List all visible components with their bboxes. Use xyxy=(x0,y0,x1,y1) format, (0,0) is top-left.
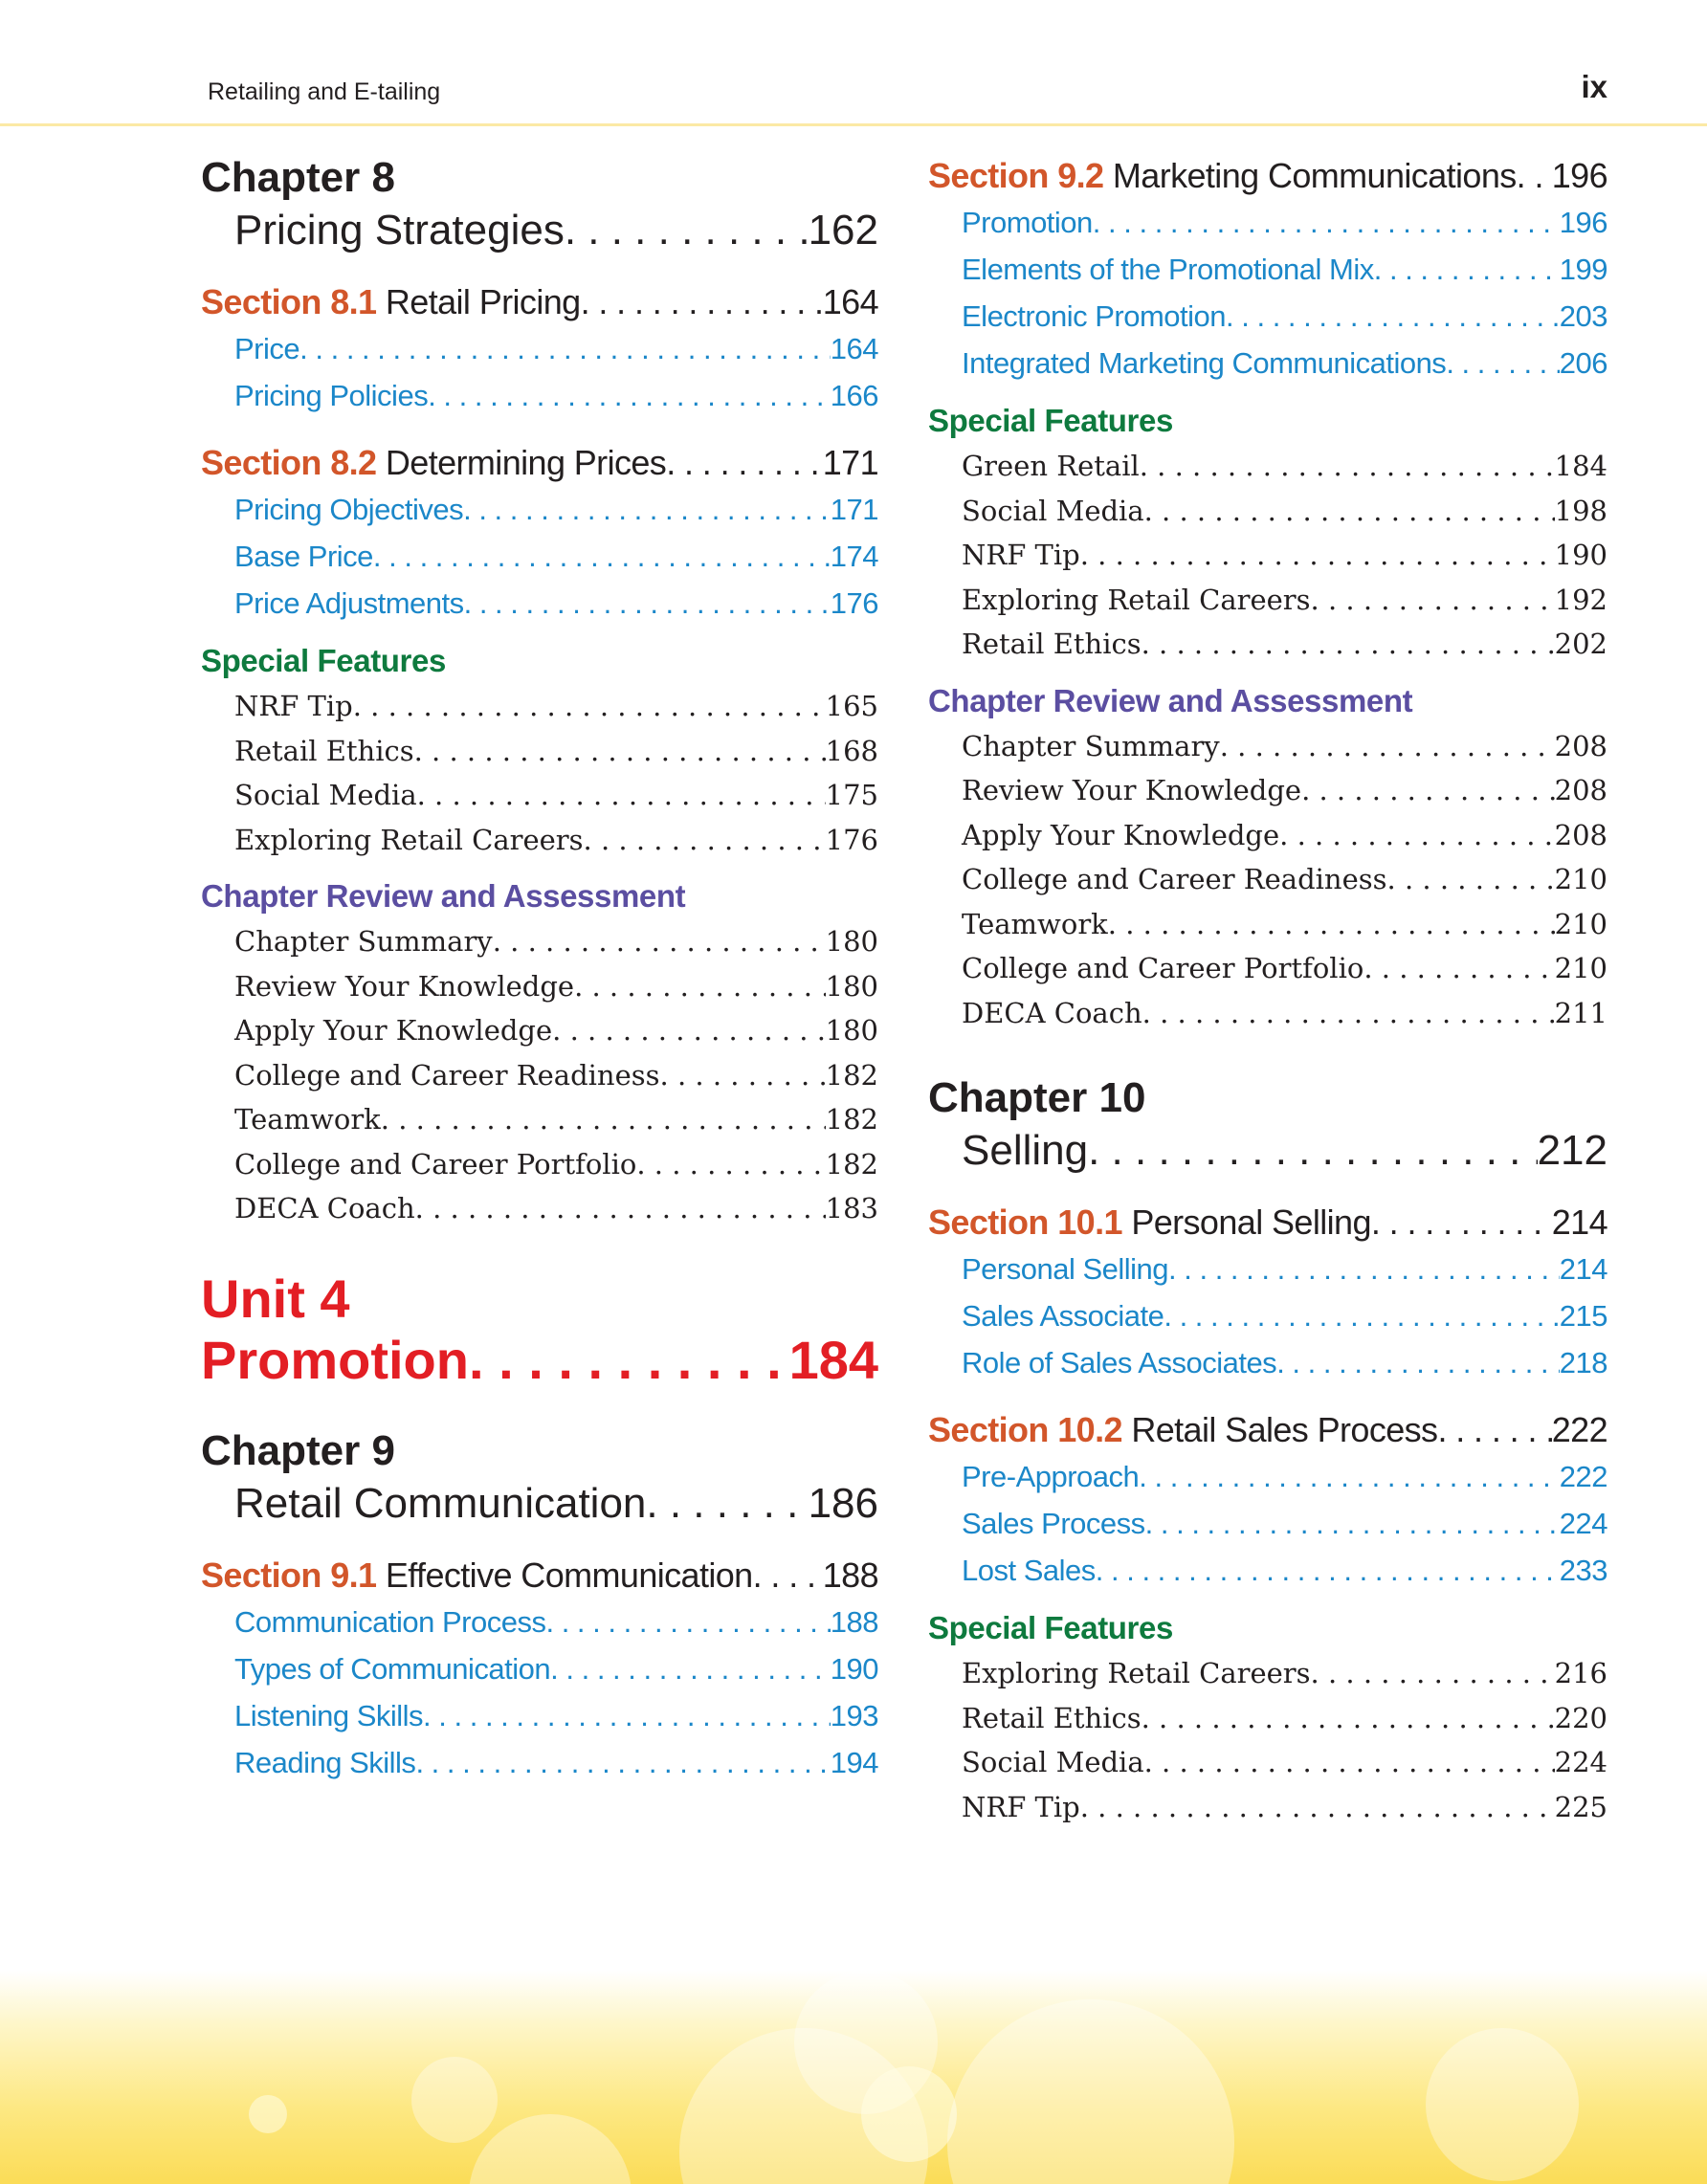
page-ref: 208 xyxy=(1554,729,1607,762)
section-entry[interactable] xyxy=(201,279,878,325)
section-number: Section 10.2 xyxy=(928,1410,1122,1449)
page-ref: 222 xyxy=(1559,1460,1607,1493)
topic-entry[interactable] xyxy=(928,246,1607,293)
feature-title: Retail Ethics xyxy=(962,1701,1142,1734)
leader-dots xyxy=(493,919,826,964)
topic-title: Elements of the Promotional Mix xyxy=(962,253,1374,286)
chapter-title-entry[interactable] xyxy=(201,1476,878,1532)
topic-entry[interactable] xyxy=(928,1292,1607,1339)
leader-dots xyxy=(1311,578,1555,623)
special-features-heading: Special Features xyxy=(201,643,446,678)
topic-title: Price Adjustments xyxy=(234,586,464,620)
chapter-label: Chapter 10 xyxy=(928,1074,1146,1121)
leader-dots xyxy=(1363,946,1554,991)
feature-title: Social Media xyxy=(962,494,1144,527)
feature-entry[interactable] xyxy=(928,444,1607,489)
review-title: Apply Your Knowledge xyxy=(962,818,1280,851)
review-title: Chapter Summary xyxy=(234,925,493,958)
leader-dots xyxy=(373,533,831,580)
chapter-title-entry[interactable] xyxy=(928,1123,1607,1179)
chapter-label: Chapter 8 xyxy=(201,154,395,201)
review-title: Apply Your Knowledge xyxy=(234,1014,553,1047)
review-entry[interactable] xyxy=(201,1097,878,1142)
leader-dots xyxy=(1301,768,1555,813)
section-number: Section 8.2 xyxy=(201,443,377,482)
review-title: Chapter Summary xyxy=(962,729,1220,762)
review-title: College and Career Portfolio xyxy=(234,1147,637,1180)
leader-dots xyxy=(415,1739,830,1786)
review-title: College and Career Portfolio xyxy=(962,952,1364,984)
topic-title: Lost Sales xyxy=(962,1554,1096,1587)
unit-label: Unit 4 xyxy=(201,1268,350,1329)
leader-dots xyxy=(1080,1785,1555,1830)
topic-title: Pre-Approach xyxy=(962,1460,1140,1493)
topic-entry[interactable] xyxy=(928,1339,1607,1386)
topic-title: Price xyxy=(234,332,300,365)
decorative-bubble xyxy=(861,2066,957,2162)
leader-dots xyxy=(1220,724,1555,769)
topic-entry[interactable] xyxy=(201,372,878,419)
leader-dots xyxy=(1517,153,1552,199)
page-ref: 165 xyxy=(825,690,878,722)
page-ref: 216 xyxy=(1554,1657,1607,1689)
toc-left-column xyxy=(201,153,878,1786)
feature-title: NRF Tip xyxy=(962,539,1080,571)
topic-entry[interactable] xyxy=(201,1645,878,1692)
page-ref: 164 xyxy=(822,282,878,321)
topic-title: Role of Sales Associates xyxy=(962,1346,1277,1379)
decorative-bubble xyxy=(249,2095,287,2133)
chapter-label: Chapter 9 xyxy=(201,1426,395,1474)
page-ref: 192 xyxy=(1554,583,1607,616)
leader-dots xyxy=(1276,1339,1560,1386)
feature-entry[interactable] xyxy=(201,684,878,729)
feature-title: Exploring Retail Careers xyxy=(962,583,1311,616)
page-ref: 211 xyxy=(1554,996,1607,1029)
page-ref: 182 xyxy=(825,1058,878,1092)
feature-entry[interactable] xyxy=(928,533,1607,578)
page-ref: 190 xyxy=(830,1651,878,1686)
page-ref: 188 xyxy=(830,1604,878,1639)
leader-dots xyxy=(1387,857,1555,902)
leader-dots xyxy=(1142,1696,1555,1741)
page-ref: 182 xyxy=(825,1147,878,1180)
page-ref: 182 xyxy=(825,1103,878,1136)
topic-entry[interactable] xyxy=(928,1500,1607,1547)
leader-dots xyxy=(574,964,826,1009)
feature-entry[interactable] xyxy=(201,818,878,863)
leader-dots xyxy=(423,1692,831,1739)
review-entry[interactable] xyxy=(928,724,1607,769)
leader-dots xyxy=(1168,1246,1560,1292)
section-title: Marketing Communications xyxy=(1112,156,1517,195)
feature-title: NRF Tip xyxy=(234,690,353,722)
page-ref: 208 xyxy=(1554,774,1607,806)
section-number: Section 9.2 xyxy=(928,156,1104,195)
page-ref: 171 xyxy=(830,493,878,526)
feature-title: Green Retail xyxy=(962,450,1140,482)
leader-dots xyxy=(469,1329,789,1392)
topic-title: Types of Communication xyxy=(234,1651,551,1686)
section-number: Section 10.1 xyxy=(928,1202,1122,1242)
topic-entry[interactable] xyxy=(928,1453,1607,1500)
topic-title: Base Price xyxy=(234,540,373,573)
page-ref: 203 xyxy=(1559,299,1607,333)
toc-right-column xyxy=(928,153,1607,1829)
feature-title: Retail Ethics xyxy=(234,734,414,767)
topic-title: Reading Skills xyxy=(234,1745,416,1779)
leader-dots xyxy=(552,1008,826,1053)
decorative-bubble xyxy=(411,2057,498,2143)
feature-title: Retail Ethics xyxy=(962,628,1142,660)
leader-dots xyxy=(1140,444,1555,489)
review-entry[interactable] xyxy=(928,946,1607,991)
feature-entry[interactable] xyxy=(928,489,1607,534)
unit-title-entry[interactable] xyxy=(201,1329,878,1392)
page-number: ix xyxy=(1581,69,1607,104)
topic-title: Integrated Marketing Communications xyxy=(962,346,1447,380)
page-ref: 193 xyxy=(830,1698,878,1732)
leader-dots xyxy=(1142,622,1555,667)
topic-entry[interactable] xyxy=(201,325,878,372)
page-ref: 184 xyxy=(1554,450,1607,482)
leader-dots xyxy=(753,1553,823,1599)
decorative-bubble xyxy=(947,1999,1234,2184)
review-title: Teamwork xyxy=(962,907,1108,940)
leader-dots xyxy=(666,440,823,486)
topic-title: Pricing Objectives xyxy=(234,493,464,526)
topic-title: Electronic Promotion xyxy=(962,299,1227,333)
topic-entry[interactable] xyxy=(928,1246,1607,1292)
leader-dots xyxy=(1144,489,1555,534)
page-ref: 196 xyxy=(1551,156,1607,195)
leader-dots xyxy=(381,1097,826,1142)
topic-entry[interactable] xyxy=(928,199,1607,246)
page-header xyxy=(0,0,1707,126)
page-ref: 176 xyxy=(825,823,878,856)
page-ref: 168 xyxy=(825,734,878,767)
feature-entry[interactable] xyxy=(928,1696,1607,1741)
page-ref: 210 xyxy=(1554,907,1607,940)
unit-title: Promotion xyxy=(201,1329,469,1390)
leader-dots xyxy=(414,729,826,774)
topic-entry[interactable] xyxy=(928,1547,1607,1594)
topic-title: Listening Skills xyxy=(234,1698,424,1732)
page-ref: 210 xyxy=(1554,952,1607,984)
review-entry[interactable] xyxy=(201,1053,878,1098)
page-ref: 194 xyxy=(830,1745,878,1779)
section-number: Section 8.1 xyxy=(201,282,377,321)
review-entry[interactable] xyxy=(928,768,1607,813)
leader-dots xyxy=(1142,991,1555,1036)
section-entry[interactable] xyxy=(928,153,1607,199)
decorative-bubble xyxy=(469,2114,632,2184)
topic-entry[interactable] xyxy=(201,1599,878,1645)
review-entry[interactable] xyxy=(201,1008,878,1053)
review-title: DECA Coach xyxy=(234,1192,415,1224)
leader-dots xyxy=(464,580,831,627)
topic-entry[interactable] xyxy=(201,533,878,580)
leader-dots xyxy=(636,1142,825,1187)
review-title: College and Career Readiness xyxy=(962,863,1387,895)
topic-entry[interactable] xyxy=(201,1739,878,1786)
leader-dots xyxy=(1374,246,1560,293)
feature-entry[interactable] xyxy=(928,578,1607,623)
page-ref: 224 xyxy=(1559,1507,1607,1540)
leader-dots xyxy=(415,1186,826,1231)
leader-dots xyxy=(1311,1651,1555,1696)
page-ref: 188 xyxy=(822,1555,878,1595)
feature-entry[interactable] xyxy=(201,729,878,774)
chapter-title: Pricing Strategies xyxy=(234,207,565,254)
decorative-bubble xyxy=(1426,2028,1579,2181)
page-ref: 175 xyxy=(825,779,878,811)
leader-dots xyxy=(581,279,823,325)
leader-dots xyxy=(1164,1292,1559,1339)
section-title: Determining Prices xyxy=(385,443,667,482)
leader-dots xyxy=(550,1645,831,1692)
topic-entry[interactable] xyxy=(928,293,1607,340)
feature-title: Exploring Retail Careers xyxy=(234,823,584,856)
page-ref: 233 xyxy=(1559,1554,1607,1587)
feature-entry[interactable] xyxy=(201,773,878,818)
page-ref: 176 xyxy=(830,586,878,620)
chapter-title-entry[interactable] xyxy=(201,203,878,258)
section-title: Personal Selling xyxy=(1131,1202,1371,1242)
leader-dots xyxy=(1279,813,1555,858)
feature-title: Exploring Retail Careers xyxy=(962,1657,1311,1689)
review-entry[interactable] xyxy=(201,919,878,964)
chapter-title: Retail Communication xyxy=(234,1479,647,1527)
page-ref: 215 xyxy=(1559,1299,1607,1333)
review-heading: Chapter Review and Assessment xyxy=(201,878,686,914)
review-title: Review Your Knowledge xyxy=(962,774,1302,806)
leader-dots xyxy=(545,1599,830,1645)
leader-dots xyxy=(1093,199,1560,246)
review-entry[interactable] xyxy=(928,857,1607,902)
review-title: College and Career Readiness xyxy=(234,1058,660,1092)
page-ref: 162 xyxy=(808,207,878,254)
special-features-heading: Special Features xyxy=(928,403,1173,438)
page-ref: 190 xyxy=(1554,539,1607,571)
page-ref: 184 xyxy=(788,1329,878,1390)
page-ref: 180 xyxy=(825,1014,878,1047)
feature-title: Social Media xyxy=(962,1746,1144,1778)
page-ref: 180 xyxy=(825,969,878,1003)
page-ref: 220 xyxy=(1554,1701,1607,1734)
page-ref: 198 xyxy=(1554,494,1607,527)
page-ref: 202 xyxy=(1554,628,1607,660)
leader-dots xyxy=(299,325,831,372)
section-entry[interactable] xyxy=(201,440,878,486)
topic-entry[interactable] xyxy=(201,1692,878,1739)
leader-dots xyxy=(565,203,809,258)
book-title: Retailing and E-tailing xyxy=(208,78,441,105)
page-ref: 218 xyxy=(1559,1346,1607,1379)
page-ref: 214 xyxy=(1559,1252,1607,1286)
page-ref: 222 xyxy=(1551,1410,1607,1449)
leader-dots xyxy=(1096,1547,1560,1594)
topic-entry[interactable] xyxy=(928,340,1607,386)
section-title: Effective Communication xyxy=(385,1555,753,1595)
leader-dots xyxy=(1226,293,1560,340)
review-entry[interactable] xyxy=(928,813,1607,858)
page-ref: 164 xyxy=(830,332,878,365)
topic-title: Sales Associate xyxy=(962,1299,1164,1333)
page-ref: 206 xyxy=(1559,346,1607,380)
topic-title: Communication Process xyxy=(234,1604,546,1639)
leader-dots xyxy=(1088,1123,1537,1179)
review-title: Review Your Knowledge xyxy=(234,969,575,1003)
leader-dots xyxy=(1108,902,1555,947)
section-entry[interactable] xyxy=(928,1200,1607,1246)
section-title: Retail Pricing xyxy=(385,282,581,321)
leader-dots xyxy=(1437,1407,1551,1453)
topic-entry[interactable] xyxy=(201,580,878,627)
topic-title: Personal Selling xyxy=(962,1252,1169,1286)
page-ref: 199 xyxy=(1559,253,1607,286)
review-entry[interactable] xyxy=(201,964,878,1009)
page-ref: 183 xyxy=(825,1192,878,1224)
page-ref: 196 xyxy=(1559,206,1607,239)
section-title: Retail Sales Process xyxy=(1131,1410,1438,1449)
section-entry[interactable] xyxy=(928,1407,1607,1453)
review-entry[interactable] xyxy=(928,991,1607,1036)
leader-dots xyxy=(584,818,826,863)
topic-title: Sales Process xyxy=(962,1507,1145,1540)
page-ref: 180 xyxy=(825,925,878,958)
page-ref: 166 xyxy=(830,379,878,412)
topic-title: Promotion xyxy=(962,206,1093,239)
page-ref: 210 xyxy=(1554,863,1607,895)
leader-dots xyxy=(1145,1500,1560,1547)
review-entry[interactable] xyxy=(201,1186,878,1231)
decorative-footer-band xyxy=(0,1971,1707,2184)
page-ref: 225 xyxy=(1554,1790,1607,1823)
topic-entry[interactable] xyxy=(201,486,878,533)
review-heading: Chapter Review and Assessment xyxy=(928,682,1413,718)
feature-title: Social Media xyxy=(234,779,417,811)
page-ref: 224 xyxy=(1554,1746,1607,1778)
leader-dots xyxy=(463,486,831,533)
leader-dots xyxy=(1371,1200,1552,1246)
page-ref: 171 xyxy=(822,443,878,482)
feature-entry[interactable] xyxy=(928,1740,1607,1785)
special-features-heading: Special Features xyxy=(928,1610,1173,1645)
review-entry[interactable] xyxy=(928,902,1607,947)
page-ref: 186 xyxy=(808,1479,878,1527)
leader-dots xyxy=(1139,1453,1559,1500)
leader-dots xyxy=(660,1053,826,1098)
leader-dots xyxy=(417,773,826,818)
page-ref: 208 xyxy=(1554,818,1607,851)
leader-dots xyxy=(646,1476,808,1532)
section-entry[interactable] xyxy=(201,1553,878,1599)
leader-dots xyxy=(353,684,826,729)
leader-dots xyxy=(1080,533,1555,578)
feature-entry[interactable] xyxy=(928,1785,1607,1830)
page-ref: 174 xyxy=(830,540,878,573)
review-title: DECA Coach xyxy=(962,996,1142,1029)
leader-dots xyxy=(1144,1740,1555,1785)
page-ref: 214 xyxy=(1551,1202,1607,1242)
review-title: Teamwork xyxy=(234,1103,381,1136)
section-number: Section 9.1 xyxy=(201,1555,377,1595)
topic-title: Pricing Policies xyxy=(234,379,429,412)
leader-dots xyxy=(428,372,831,419)
feature-entry[interactable] xyxy=(928,622,1607,667)
review-entry[interactable] xyxy=(201,1142,878,1187)
leader-dots xyxy=(1446,340,1559,386)
page-ref: 212 xyxy=(1537,1127,1607,1174)
feature-title: NRF Tip xyxy=(962,1790,1080,1823)
chapter-title: Selling xyxy=(962,1127,1089,1174)
feature-entry[interactable] xyxy=(928,1651,1607,1696)
